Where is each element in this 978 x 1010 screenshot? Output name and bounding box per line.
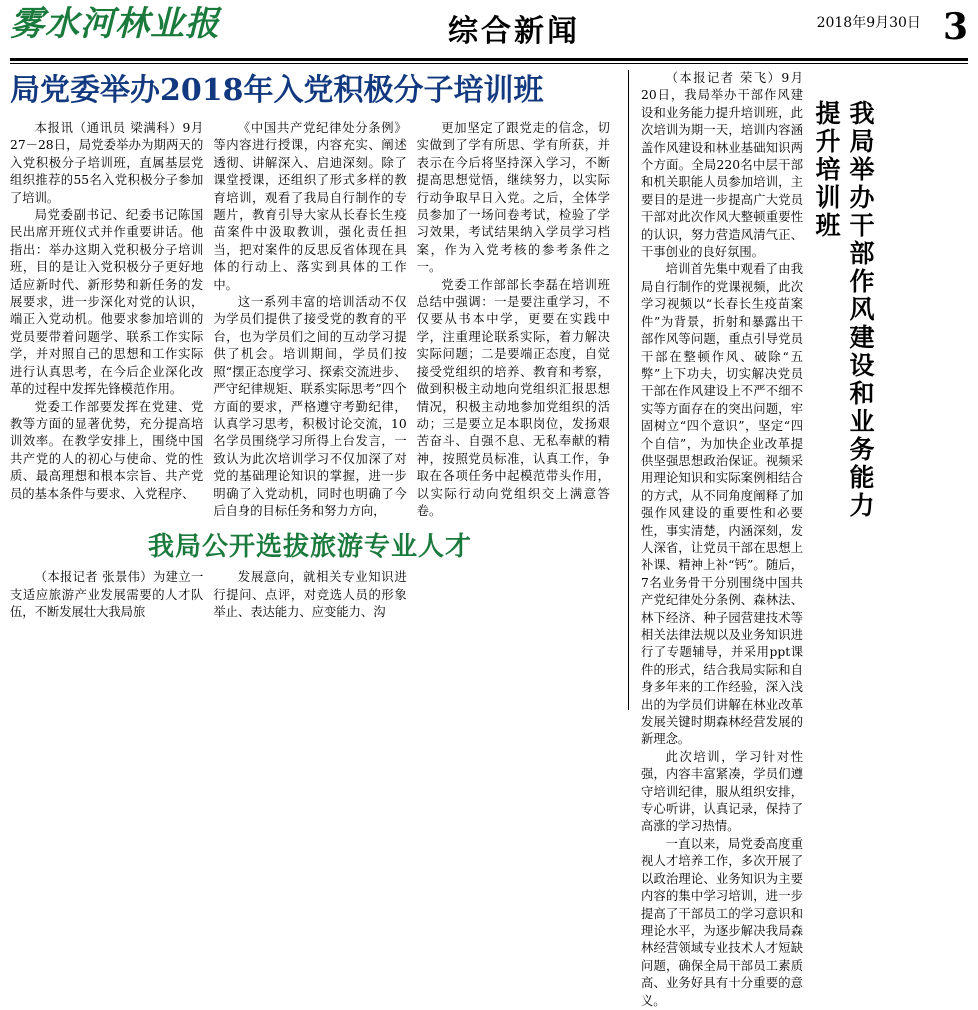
paragraph: 这一系列丰富的培训活动不仅为学员们提供了接受党的教育的平台，也为学员们之间的互动学习提供了机会。培训期间，学员们按照“摆正态度学习、探索交流进步、严守纪律规矩、联系实际思考”四个方面的要求，严格遵守考勤纪律，认真学习思考，积极讨论交流，10名学员围绕学习所得上台发言，一致认为此次培训学习不仅加深了对党的基础理论知识的掌握，进一步明确了入党动机，同时也明确了今后自身的目标任务和努力方向， (213, 295, 407, 518)
paragraph: 《中国共产党纪律处分条例》等内容进行授课，内容充实、阐述透彻、讲解深入、启迪深刻。除了课堂授课，还组织了形式多样的教育培训，观看了我局自行制作的专题片，教育引导大家从长春长生疫苗案件中汲取教训，强化责任担当，把对案件的反思反省体现在具体的行动上、落实到具体的工作中。 (213, 121, 407, 292)
secondary-column-2 (213, 569, 406, 621)
article-column-2 (213, 120, 406, 520)
paragraph: 一直以来，局党委高度重视人才培养工作，多次开展了以政治理论、业务知识为主要内容的集中学习培训，进一步提高了干部员工的学习意识和理论水平，为逐步解决我局森林经营领域专业技术人才短缺问题，确保全局干部员工素质高、业务好具有十分重要的意义。 (641, 836, 803, 1008)
issue-date: 2018年9月30日 (816, 15, 921, 31)
article-headline-main: 局党委举办2018年入党积极分子培训班 (10, 73, 544, 108)
section-title: 综合新闻 (448, 14, 580, 49)
paragraph: 党委工作部部长李磊在培训班总结中强调：一是要注重学习，不仅要从书本中学，更要在实践中学，注重理论联系实际，着力解决实际问题；二是要端正态度，自觉接受党组织的培养、教育和考察，做到积极主动地向党组织汇报思想情况，积极主动地参加党组织的活动；三是要立足本职岗位，发扬艰苦奋斗、自强不息、无私奉献的精神，按照党员标准，认真工作，争取在各项任务中起模范带头作用，以实际行动向党组织交上满意答卷。 (416, 277, 610, 518)
main-column (10, 70, 620, 710)
section-header (310, 0, 718, 50)
column-divider (628, 70, 629, 710)
article-headline-secondary: 我局公开选拔旅游专业人才 (147, 532, 472, 563)
paragraph: 培训首先集中观看了由我局自行制作的党课视频，此次学习视频以“长春长生疫苗案件”为背景，折射和暴露出干部作风等问题，重点引导党员干部在整顿作风、破除“五弊”上下功夫，切实解决党员干部在作风建设上不严不细不实等方面存在的突出问题，牢固树立“四个意识”，坚定“四个自信”，为加快企业改革提供坚强思想政治保证。视频采用理论知识和实际案例相结合的方式，从不同角度阐释了加强作风建设的重要性和必要性，事实清楚，内涵深刻，发人深省，让党员干部在思想上补课、精神上补“钙”。随后，7名业务骨干分别围绕中国共产党纪律处分条例、森林法、林下经济、种子园营建技术等相关法律法规以及业务知识进行了专题辅导，并采用ppt课件的形式，结合我局实际和自身多年来的工作经验，深入浅出的为学员们讲解在林业改革发展关键时期森林经营发展的新理念。 (641, 262, 803, 747)
masthead-meta (718, 0, 968, 48)
paragraph: 更加坚定了跟党走的信念，切实做到了学有所思、学有所获，并表示在今后将坚持深入学习，不断提高思想觉悟，继续努力，以实际行动争取早日入党。之后，全体学员参加了一场问卷考试，检验了学习效果，考试结果纳入学员学习档案，作为入党考核的参考条件之一。 (416, 121, 610, 275)
secondary-column-3 (417, 569, 610, 621)
sidebar-article-body (641, 70, 803, 1008)
newspaper-logo (10, 0, 310, 52)
page-number: 3 (942, 6, 968, 48)
article-secondary (10, 526, 610, 621)
newspaper-logo-text: 雾水河林业报 (10, 4, 220, 44)
paragraph: （本报记者 张景伟）为建立一支适应旅游产业发展需要的人才队伍，不断发展壮大我局旅 (10, 570, 204, 620)
masthead-divider (10, 58, 968, 64)
page-content (10, 70, 968, 1008)
paragraph: 此次培训，学习针对性强，内容丰富紧凑，学员们遵守培训纪律，服从组织安排，专心听讲，认真记录，保持了高涨的学习热情。 (641, 749, 803, 834)
article-column-1 (10, 120, 203, 520)
article-body-main (10, 120, 610, 520)
masthead (10, 0, 968, 56)
paragraph: 本报讯（通讯员 梁满科）9月27－28日，局党委举办为期两天的入党积极分子培训班，直属基层党组织推荐的55名入党积极分子参加了培训。 (10, 121, 204, 205)
secondary-column-1 (10, 569, 203, 621)
article-column-3 (417, 120, 610, 520)
paragraph: 发展意向，就相关专业知识进行提问、点评，对竞选人员的形象举止、表达能力、应变能力、沟 (213, 570, 407, 620)
sidebar-headline-vertical: 我局举办干部作风建设和业务能力提升培训班 (812, 100, 875, 520)
sidebar-article (637, 70, 877, 1008)
paragraph: 局党委副书记、纪委书记陈国民出席开班仪式并作重要讲话。他指出：举办这期入党积极分子培训班，目的是让入党积极分子更好地适应新时代、新形势和新任务的发展要求，进一步深化对党的认识，端正入党动机。他要求参加培训的党员要带着问题学、联系工作实际学，并对照自己的思想和工作实际进行认真思考，在今后企业深化改革的过程中发挥先锋模范作用。 (10, 208, 204, 397)
article-body-secondary (10, 569, 610, 621)
paragraph: （本报记者 荣飞）9月20日，我局举办干部作风建设和业务能力提升培训班，此次培训为期一天，培训内容涵盖作风建设和林业基础知识两个方面。全局220名中层干部和机关职能人员参加培训，主要目的是进一步提高广大党员干部对此次作风大整顿重要性的认识，努力营造风清气正、干事创业的良好氛围。 (641, 71, 803, 260)
paragraph: 党委工作部要发挥在党建、党教等方面的显著优势，充分提高培训效率。在教学安排上，围绕中国共产党的人的初心与使命、党的性质、最高理想和根本宗旨、共产党员的基本条件与要求、入党程序、 (10, 399, 204, 501)
